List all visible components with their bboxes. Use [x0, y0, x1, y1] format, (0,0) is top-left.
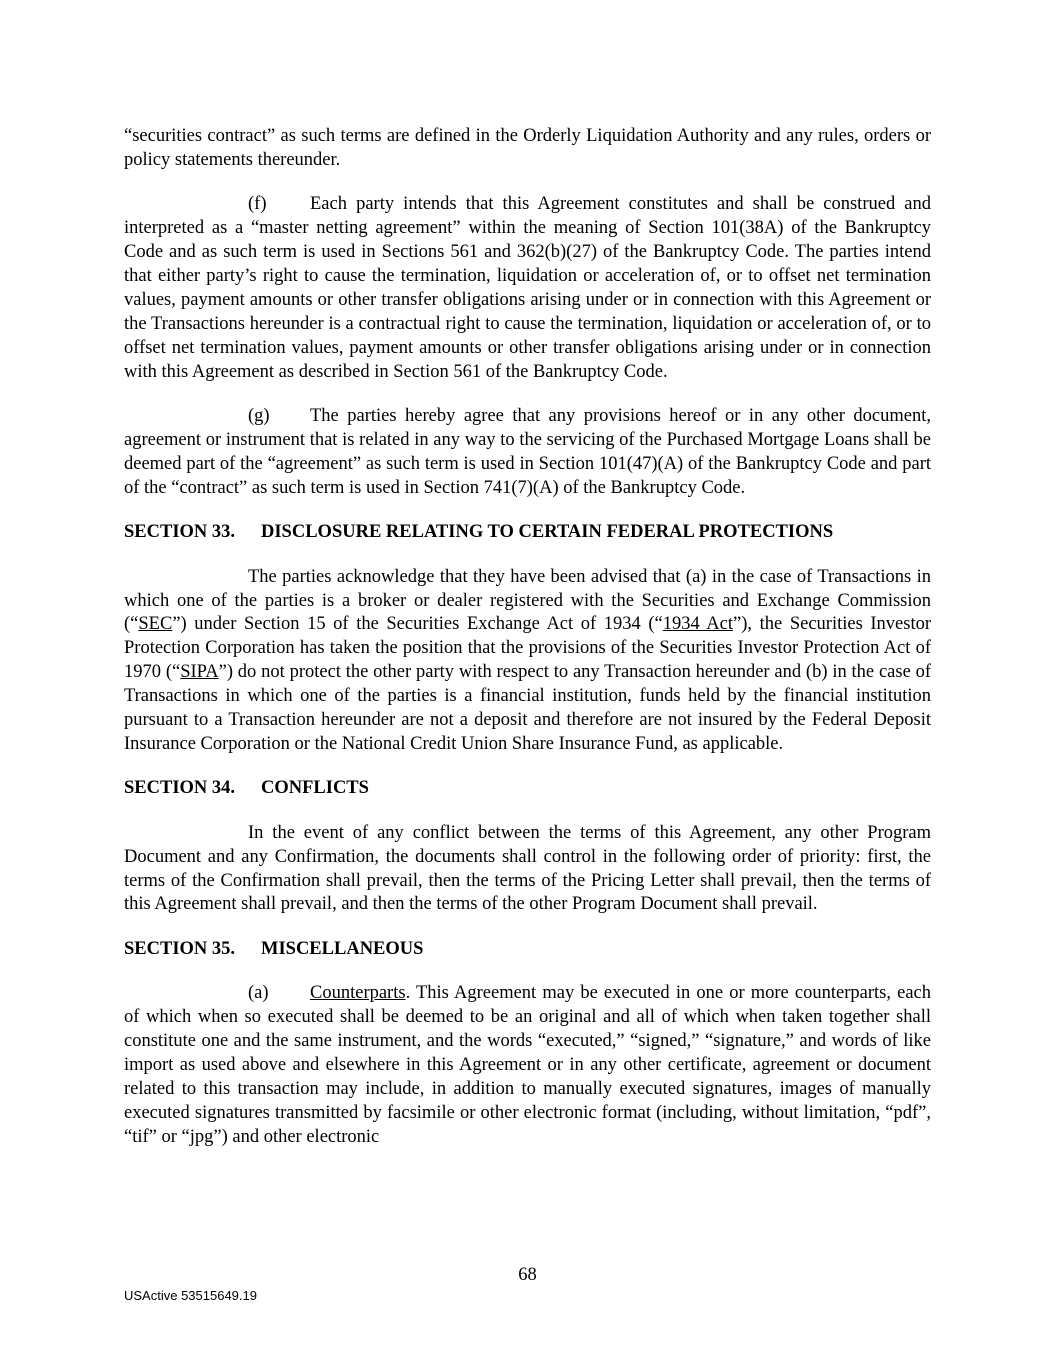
- section-33-text-1: The parties acknowledge that they have been advised that (a) in the case of Transactions in which one of the parties is a broker or dealer registered with the Securities and Exchange Commission (“: [124, 566, 931, 635]
- section-33-text-3: ”), the Securities Investor Protection Corporation has taken the position that the provisions of the Securities Investor Protection Act of 1970 (“: [124, 614, 931, 683]
- paragraph-f-label: (f): [248, 194, 267, 215]
- section-35-title: MISCELLANEOUS: [261, 938, 424, 959]
- paragraph-intro: “securities contract” as such terms are defined in the Orderly Liquidation Authority and any rules, orders or policy statements thereunder.: [124, 126, 931, 170]
- sec-defined-term: SEC: [138, 614, 173, 635]
- paragraph-f: [124, 193, 931, 384]
- sipa-defined-term: SIPA: [180, 662, 219, 683]
- section-34-paragraph: In the event of any conflict between the terms of this Agreement, any other Program Document and any Confirmation, the documents shall control in the following order of priority: first, the terms of the Confirmation shall prevail, then the terms of the Pricing Letter shall prevail, then the terms of this Agreement shall prevail, and then the terms of the other Program Document shall prevail.: [124, 822, 931, 915]
- paragraph-a-label: (a): [248, 983, 269, 1004]
- paragraph-f-text: Each party intends that this Agreement constitutes and shall be construed and interpreted as a “master netting agreement” within the meaning of Section 101(38A) of the Bankruptcy Code and as such term is used in Sections 561 and 362(b)(27) of the Bankruptcy Code. The parties intend that either party’s right to cause the termination, liquidation or acceleration of, or to offset net termination values, payment amounts or other transfer obligations arising under or in connection with this Agreement or the Transactions hereunder is a contractual right to cause the termination, liquidation or acceleration of, or to offset net termination values, payment amounts or other transfer obligations arising under or in connection with this Agreement as described in Section 561 of the Bankruptcy Code.: [124, 194, 931, 382]
- section-33-heading: [124, 521, 931, 545]
- section-35-paragraph-a: [124, 982, 931, 1149]
- section-33-title: DISCLOSURE RELATING TO CERTAIN FEDERAL PROTECTIONS: [261, 522, 834, 543]
- section-34-title: CONFLICTS: [261, 778, 369, 799]
- page-number: 68: [518, 1265, 537, 1285]
- section-33-text-2: ”) under Section 15 of the Securities Exchange Act of 1934 (“: [172, 614, 663, 635]
- act-1934-defined-term: 1934 Act: [662, 614, 734, 635]
- section-34-number: SECTION 34.: [124, 778, 236, 799]
- section-35-number: SECTION 35.: [124, 938, 236, 959]
- document-id: USActive 53515649.19: [124, 1288, 257, 1303]
- section-34-heading: [124, 777, 931, 801]
- counterparts-heading: Counterparts: [310, 983, 406, 1004]
- section-33-text-4: ”) do not protect the other party with respect to any Transaction hereunder and (b) in the case of Transactions in which one of the parties is a financial institution, funds held by the financial institution pursuant to a Transaction hereunder are not a deposit and therefore are not insured by the Federal Deposit Insurance Corporation or the National Credit Union Share Insurance Fund, as applicable.: [124, 662, 932, 754]
- paragraph-g-text: The parties hereby agree that any provisions hereof or in any other document, agreement or instrument that is related in any way to the servicing of the Purchased Mortgage Loans shall be deemed part of the “agreement” as such term is used in Section 101(47)(A) of the Bankruptcy Code and part of the “contract” as such term is used in Section 741(7)(A) of the Bankruptcy Code.: [124, 406, 931, 498]
- section-35-heading: [124, 938, 931, 962]
- paragraph-g: [124, 405, 931, 501]
- paragraph-g-label: (g): [248, 406, 270, 427]
- page-body: [124, 125, 931, 1150]
- section-33-paragraph: [124, 566, 931, 757]
- paragraph-a-text: . This Agreement may be executed in one or more counterparts, each of which when so executed shall be deemed to be an original and all of which when taken together shall constitute one and the same instrument, and the words “executed,” “signed,” “signature,” and words of like import as used above and elsewhere in this Agreement or in any other certificate, agreement or document related to this transaction may include, in addition to manually executed signatures, images of manually executed signatures transmitted by facsimile or other electronic format (including, without limitation, “pdf”, “tif” or “jpg”) and other electronic: [124, 983, 931, 1147]
- section-33-number: SECTION 33.: [124, 522, 236, 543]
